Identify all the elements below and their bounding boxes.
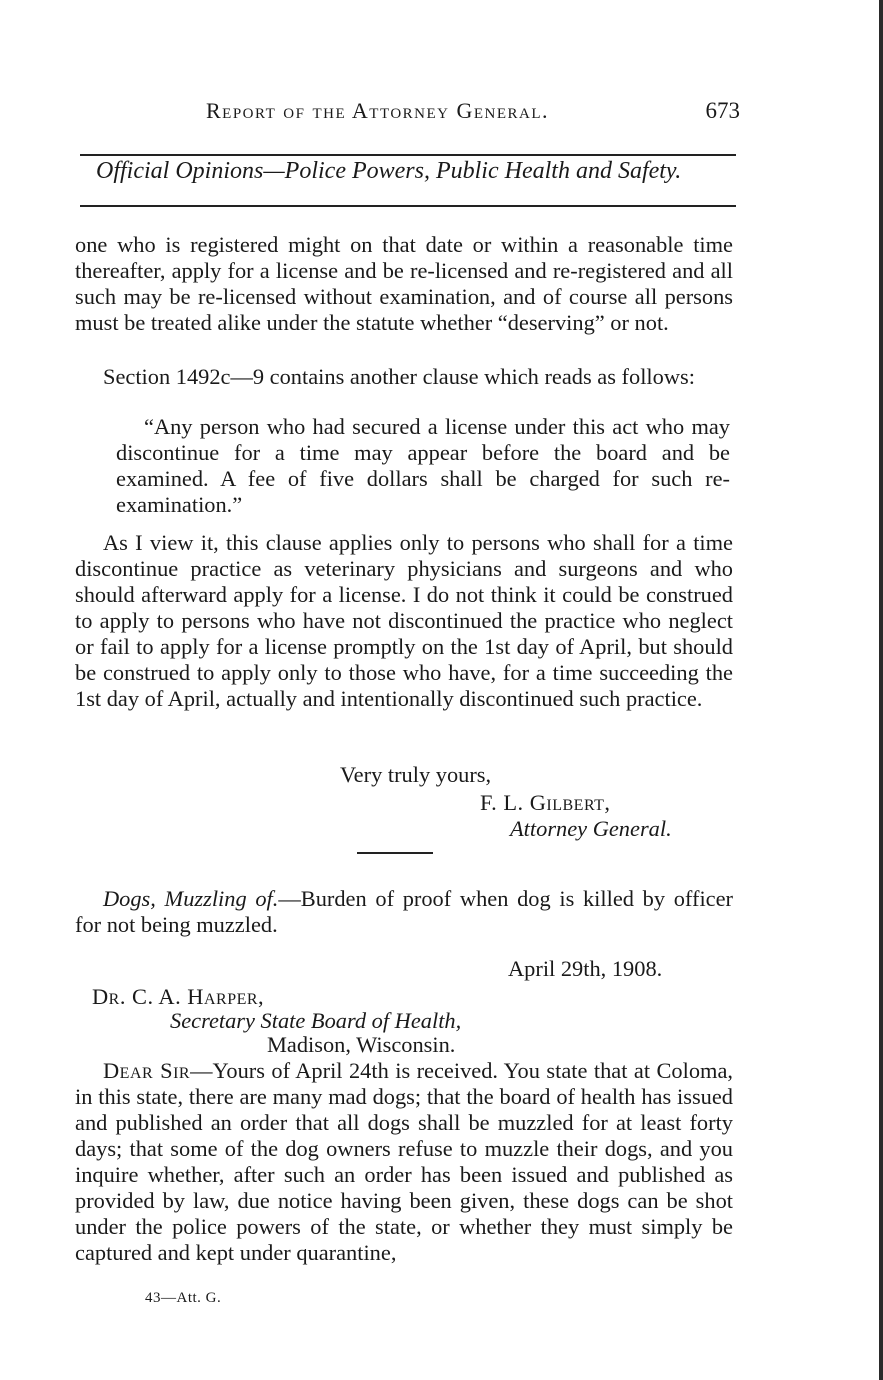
page-edge-shadow: [879, 0, 883, 1380]
section-divider: [357, 852, 433, 854]
statute-quote: “Any person who had secured a license under this act who may discontinue for a time may appear before the board and be examined. A fee of five dollars shall be charged for such re-examination.”: [116, 414, 730, 517]
headnote-text: —Burden of proof when dog is killed by officer for not being muzzled.: [75, 886, 733, 937]
header-rule-bottom: [80, 205, 736, 207]
headnote-topic: Dogs, Muzzling of.: [103, 886, 279, 911]
running-head: [200, 92, 740, 132]
opinion1-paragraph-1: one who is registered might on that date or within a reasonable time thereafter, apply for a license and be re-licensed and re-registered and all such may be re-licensed without examination, and of course all persons must be treated alike under the statute whether “deserving” or not.: [75, 232, 733, 335]
addressee-name: Dr. C. A. Harper,: [92, 984, 265, 1009]
signature-mark: 43—Att. G.: [145, 1290, 222, 1306]
opinion1-paragraph-2: Section 1492c—9 contains another clause which reads as follows:: [103, 364, 695, 389]
addressee-title: Secretary State Board of Health,: [170, 1008, 462, 1033]
signer-name: F. L. Gilbert,: [480, 790, 611, 815]
letter-body-text: —Yours of April 24th is received. You state that at Coloma, in this state, there are many mad dogs; that the board of health has issued and published an order that all dogs shall be muzzled for at least forty days; that some of the dog owners refuse to muzzle their dogs, and you inquire whether, after such an order has been issued and published as provided by law, due notice having been given, these dogs can be shot under the police powers of the state, or whether they must simply be captured and kept under quarantine,: [75, 1058, 733, 1265]
addressee-location: Madison, Wisconsin.: [267, 1032, 456, 1057]
closing: Very truly yours,: [340, 762, 492, 787]
header-rule-top: [80, 154, 736, 156]
letter-body: [75, 1058, 733, 1266]
salutation: Dear Sir: [103, 1058, 191, 1083]
letter-date: April 29th, 1908.: [508, 956, 663, 981]
headnote: [75, 886, 733, 938]
opinion1-paragraph-3: As I view it, this clause applies only to persons who shall for a time discontinue practice as veterinary physicians and surgeons and who should afterward apply for a license. I do not think it could be construed to apply to persons who have not discontinued the practice who neglect or fail to apply for a license promptly on the 1st day of April, but should be construed to apply only to those who have, for a time succeeding the 1st day of April, actually and intentionally discontinued such practice.: [75, 530, 733, 711]
running-title: Report of the Attorney General.: [206, 98, 550, 123]
signer-title: Attorney General.: [510, 816, 672, 841]
section-title: Official Opinions—Police Powers, Public Health and Safety.: [96, 158, 682, 184]
page-number: 673: [705, 98, 740, 123]
